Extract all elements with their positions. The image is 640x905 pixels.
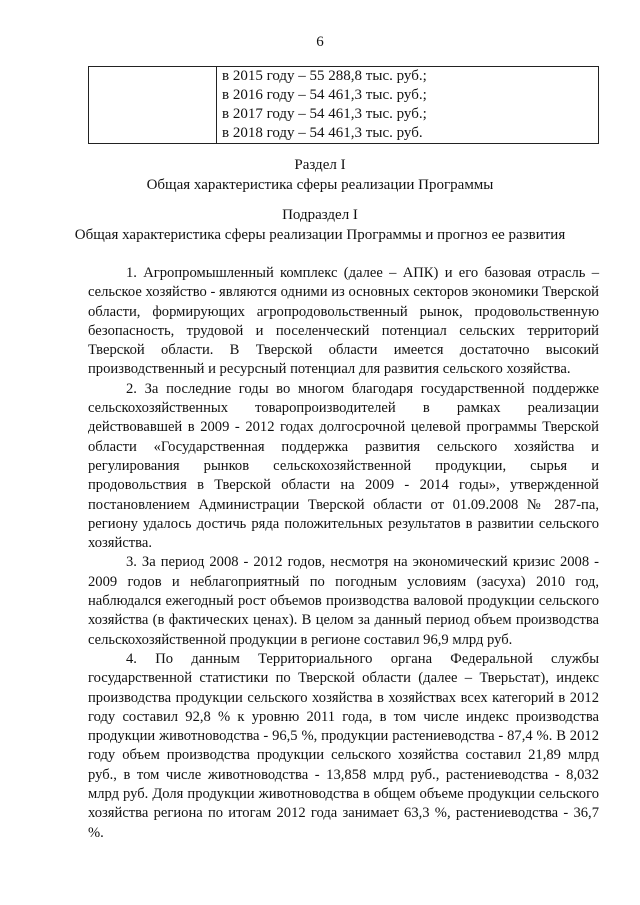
paragraph-3: 3. За период 2008 - 2012 годов, несмотря на экономический кризис 2008 - 2009 годов и неблагоприятный по погодным условиям (засуха) 2010 год, наблюдался ежегодный рост объемов производства валовой продукции сельского хозяйства (в фактических ценах). В целом за данный период объем производства сельскохозяйственной продукции в регионе составил 96,9 млрд руб.	[88, 554, 599, 648]
subsection-label: Подраздел I	[282, 207, 358, 223]
table-funding-cell	[217, 67, 599, 144]
paragraph-2: 2. За последние годы во многом благодаря государственной поддержке сельскохозяйственных товаропроизводителей в рамках реализации действовавшей в 2009 - 2012 годах долгосрочной целевой программы Тверской области «Государственная поддержка развития сельского хозяйства и регулирования рынков сельскохозяйственной продукции, сырья и продовольствия в Тверской области на 2009 - 2014 годы», утвержденной постановлением Администрации Тверской области от 01.09.2008 № 287-па, региону удалось достичь ряда положительных результатов в развитии сельского хозяйства.	[88, 380, 599, 552]
paragraph-4: 4. По данным Территориального органа Федеральной службы государственной статистики по Тверской области (далее – Тверьстат), индекс производства продукции сельского хозяйства в хозяйствах всех категорий в 2012 году составил 92,8 % к уровню 2011 года, в том числе индекс производства продукции животноводства - 96,5 %, продукции растениеводства - 87,4 %. В 2012 году объем производства продукции сельского хозяйства составил 21,89 млрд руб., в том числе животноводства - 13,858 млрд руб., растениеводства - 8,032 млрд руб. Доля продукции животноводства в общем объеме продукции сельского хозяйства региона по итогам 2012 года занимает 63,3 %, растениеводства - 36,7 %.	[88, 650, 599, 841]
paragraph-1: 1. Агропромышленный комплекс (далее – АПК) и его базовая отрасль – сельское хозяйство - являются одними из основных секторов экономики Тверской области, формирующих агропродовольственный рынок, продовольственную безопасность, трудовой и поселенческий потенциал сельских территорий Тверской области. В Тверской области имеется достаточно высокий производственный и ресурсный потенциал для развития сельского хозяйства.	[88, 265, 599, 378]
table-row	[89, 67, 599, 144]
subsection-title: Общая характеристика сферы реализации Программы и прогноз ее развития	[74, 227, 566, 243]
table-empty-cell	[89, 67, 217, 144]
body-text	[88, 264, 599, 843]
funding-line-2017: в 2017 году – 54 461,3 тыс. руб.;	[222, 106, 427, 122]
section-title: Общая характеристика сферы реализации Программы	[146, 177, 494, 193]
section-label: Раздел I	[294, 157, 346, 173]
funding-table	[88, 66, 599, 144]
page-number: 6	[316, 34, 324, 50]
funding-line-2018: в 2018 году – 54 461,3 тыс. руб.	[222, 125, 423, 141]
funding-line-2016: в 2016 году – 54 461,3 тыс. руб.;	[222, 87, 427, 103]
funding-line-2015: в 2015 году – 55 288,8 тыс. руб.;	[222, 68, 427, 84]
